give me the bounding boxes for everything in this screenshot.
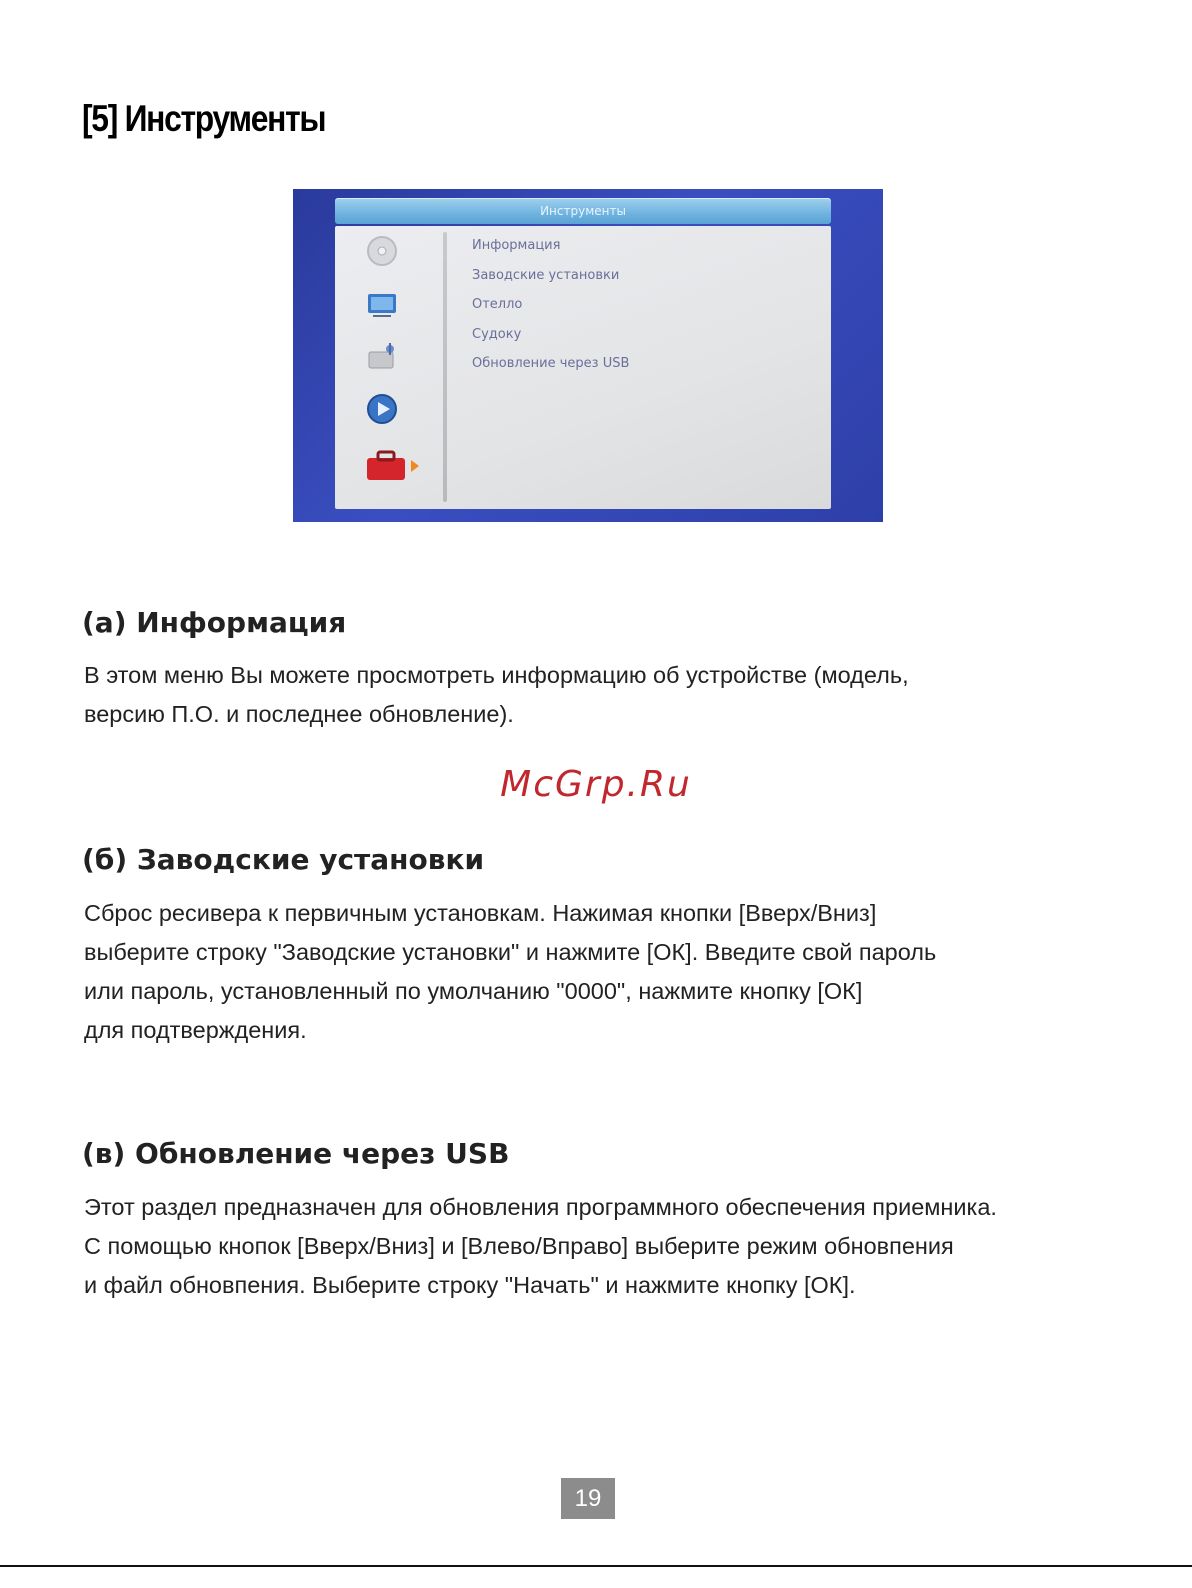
page-title: [5] Инструменты	[82, 98, 326, 139]
bottom-rule	[0, 1565, 1192, 1567]
tools-menu-item-factory: Заводские установки	[472, 267, 620, 283]
tools-menu-item-sudoku: Судоку	[472, 326, 522, 342]
section-factory-line: выберите строку "Заводские установки" и нажмите [ОК]. Введите свой пароль	[84, 939, 937, 965]
page-number: 19	[561, 1478, 615, 1519]
section-usb-line: С помощью кнопок [Вверх/Вниз] и [Влево/Вправо] выберите режим обновпения	[84, 1233, 954, 1259]
watermark: McGrp.Ru	[500, 764, 692, 805]
section-factory-text	[84, 894, 936, 1050]
folder-tools-icon	[365, 340, 399, 374]
disc-icon	[365, 234, 399, 268]
tv-screen-icon	[365, 288, 399, 322]
section-info-heading: (а) Информация	[82, 606, 347, 639]
tools-menu-divider	[443, 232, 447, 502]
tools-menu-header	[335, 198, 831, 224]
tools-menu-list	[472, 238, 629, 386]
tools-menu-item-usb-update: Обновление через USB	[472, 356, 630, 371]
tools-menu-icon-column	[335, 226, 435, 509]
section-info-text	[84, 656, 909, 734]
section-info-line: В этом меню Вы можете просмотреть информацию об устройстве (модель,	[84, 662, 909, 688]
tools-menu-header-label: Инструменты	[540, 204, 626, 218]
section-usb-text	[84, 1188, 997, 1305]
section-usb-heading: (в) Обновление через USB	[82, 1137, 510, 1170]
tools-menu-item-othello: Отелло	[472, 297, 523, 312]
section-factory-heading: (б) Заводские установки	[82, 843, 485, 876]
tools-menu-panel	[335, 226, 831, 509]
section-factory-line: для подтверждения.	[84, 1017, 307, 1043]
section-factory-line: Сброс ресивера к первичным установкам. Нажимая кнопки [Вверх/Вниз]	[84, 900, 877, 926]
section-factory-line: или пароль, установленный по умолчанию "0000", нажмите кнопку [ОК]	[84, 978, 863, 1004]
tools-menu-screenshot	[293, 189, 883, 522]
play-icon	[365, 392, 399, 426]
toolbox-icon	[365, 448, 425, 482]
section-usb-line: и файл обновпения. Выберите строку "Начать" и нажмите кнопку [ОК].	[84, 1272, 856, 1298]
section-usb-line: Этот раздел предназначен для обновления программного обеспечения приемника.	[84, 1194, 997, 1220]
section-info-line: версию П.О. и последнее обновление).	[84, 701, 514, 727]
tools-menu-item-info: Информация	[472, 238, 561, 253]
